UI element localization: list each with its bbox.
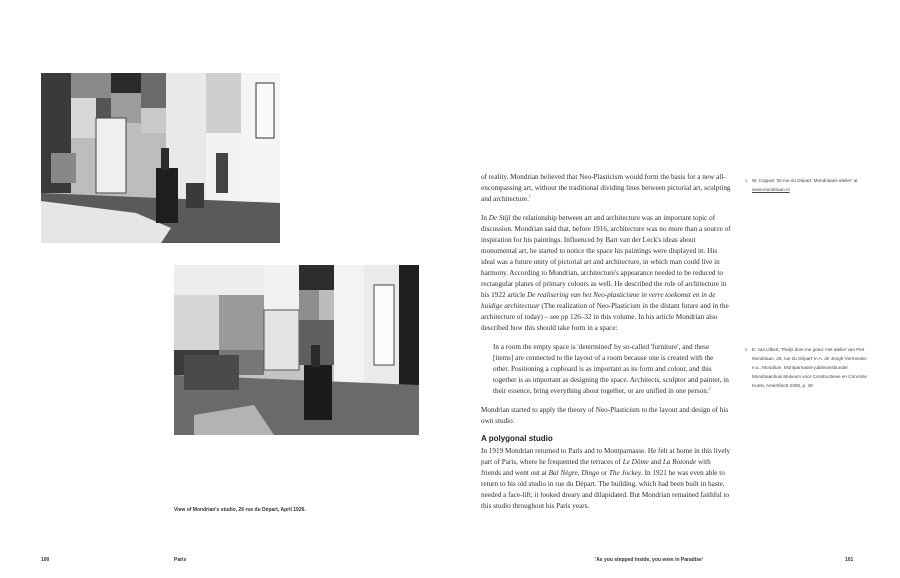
footnote-2-text: E. van Ulbert, 'Parijs doet me goed. Het atelier van Piet Mondriaan, 26, rue du Départ' in A. de Jongh-Vermeulen e.a., Mondrian. Montparnasse jubileumsbundel Mondriaanhuis Museum voor Constructieve en Concrete Kunst, Amersfoort 2005, p. 45 (752, 347, 867, 388)
paragraph-2-italic-1: De Stijl (488, 214, 511, 222)
right-running-head: 'As you stepped inside, you were in Paradise' (595, 557, 703, 563)
studio-photo-2 (174, 265, 419, 435)
paragraph-4-text-e: or (599, 469, 609, 477)
paragraph-2-text-a: In (481, 214, 489, 222)
paragraph-2-italic-2: De realisering van het Neo-plasticisme in verre toekomst en in de huidige architectuur (481, 291, 716, 310)
paragraph-4-text-d: , (577, 469, 582, 477)
footnote-ref-2: 2 (708, 385, 711, 391)
paragraph-4-italic-2: La Rotonde (662, 458, 697, 466)
paragraph-4-italic-3: Bal Nègre (548, 469, 578, 477)
left-running-head: Paris (174, 557, 187, 563)
block-quote (481, 342, 731, 397)
footnote-1-text: W. Coppes '26 rue du Départ: Mondriaans atelier' at (752, 178, 858, 183)
paragraph-4-italic-5: The Jockey (608, 469, 642, 477)
paragraph-4-text-b: and (648, 458, 663, 466)
paragraph-2-text-b: the relationship between art and architecture was an important topic of discussion. Mondrian said that, before 1916, architecture was no more than a source of inspiration for his paintings. Influenced by Bart van der Leck's ideas about monumental art, he started to notice the space his paintings were displayed in. His ideal was a future unity of pictorial art and architecture, in which man could live in harmony. According to Mondrian, architecture's appearance needed to be reduced to rectangular planes of primary colours as well. He described the role of architecture in his 1922 article (481, 214, 731, 299)
paragraph-2 (481, 213, 731, 334)
section-heading: A polygonal studio (481, 434, 553, 443)
paragraph-4 (481, 446, 731, 512)
paragraph-4-text-a: In 1919 Mondrian returned to Paris and to Montparnasse. He felt at home in this lively part of Paris, where he frequented the terraces of (481, 447, 731, 466)
paragraph-4-text-c: with friends and went out at (481, 458, 711, 477)
paragraph-4-text-f: . In 1921 he was even able to return to his old studio in rue du Départ. The building, which had been built in haste, needed a face-lift; it looked dreary and dilapidated. But Mondrian remained faithful to this studio throughout his Paris years. (481, 469, 730, 510)
studio-photo-1 (41, 73, 280, 243)
footnote-1 (745, 176, 872, 194)
right-page-number: 101 (845, 557, 854, 563)
footnote-2 (745, 345, 872, 390)
paragraph-4-italic-4: Dingo (581, 469, 600, 477)
footnote-1-number: 1 (745, 178, 748, 183)
footnote-1-link[interactable]: www.mondriaan.nl (752, 187, 790, 192)
paragraph-3: Mondrian started to apply the theory of Neo-Plasticism to the layout and design of his own studio. (481, 406, 729, 425)
left-page-number: 100 (41, 557, 50, 563)
paragraph-1 (481, 172, 731, 205)
footnote-2-number: 2 (745, 347, 748, 352)
body-text (481, 172, 731, 520)
paragraph-4-italic-1: Le Dôme (622, 458, 649, 466)
photo-caption: View of Mondrian's studio, 26 rue du Départ, April 1926. (174, 507, 306, 513)
paragraph-1-text: of reality. Mondrian believed that Neo-Plasticism would form the basis for a new all-encompassing art, without the traditional dividing lines between pictorial art, sculpting and architecture. (481, 173, 731, 203)
paragraph-2-text-c: (The realization of Neo-Plasticism in the distant future and in the architecture of today) – see pp 126–32 in this volume. In his article Mondrian also described how this should take form in a space: (481, 302, 729, 332)
block-quote-text: In a room the empty space is 'determined' by so-called 'furniture', and these [items] are connected to the layout of a room because one is created with the other. Positioning a cupboard is as important as its form and colour, and this together is as important as designing the space. Architects, sculptor and painter, in their essence, bring everything about together, or are unified in one person. (493, 343, 729, 395)
footnote-ref-1: 1 (528, 193, 531, 199)
